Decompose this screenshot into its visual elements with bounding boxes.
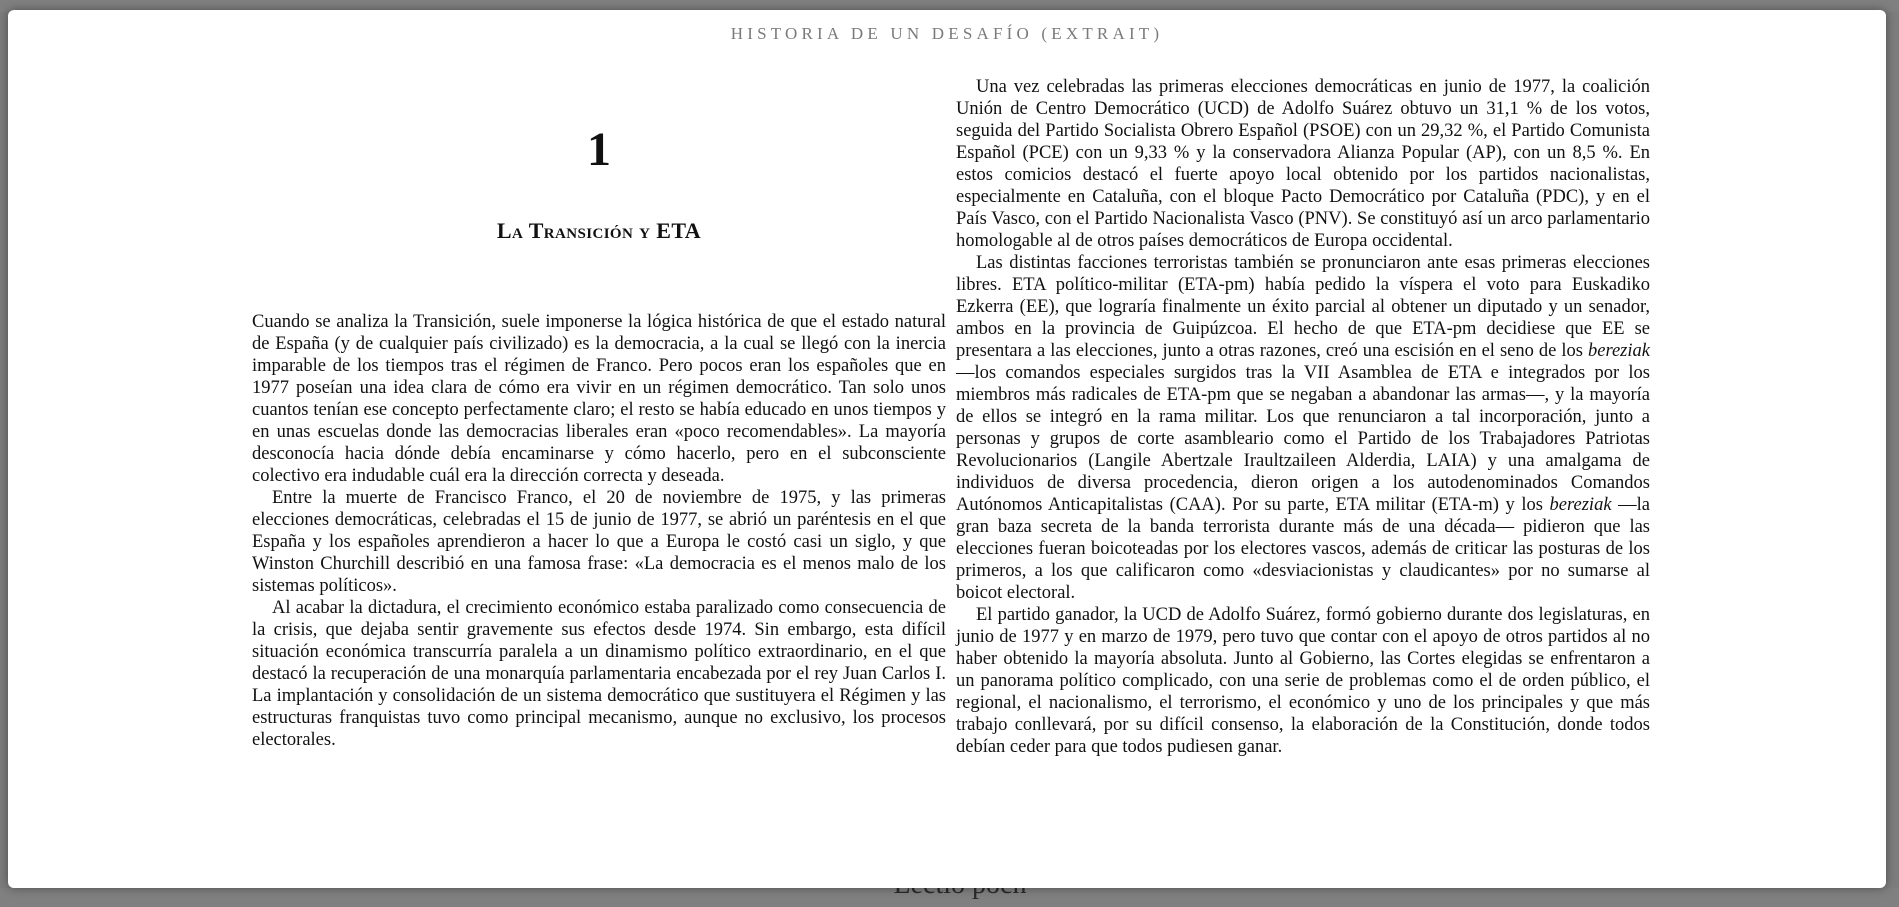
paragraph: Entre la muerte de Francisco Franco, el 20 de noviembre de 1975, y las primeras elecciones democráticas, celebradas el 15 de junio de 1977, se abrió un paréntesis en el que España y los españoles aprendieron a hacer lo que a Europa le costó casi un siglo, y que Winston Churchill describió en una famosa frase: «La democracia es el menos malo de los sistemas políticos». — [252, 488, 946, 596]
right-column — [956, 76, 1650, 758]
left-column — [252, 311, 946, 751]
text-run: Las distintas facciones terroristas también se pronunciaron ante esas primeras elecciones libres. ETA político-militar (ETA-pm) había pedido la víspera el voto para Euskadiko Ezkerra (EE), que lograría finalmente un éxito parcial al obtener un diputado y un senador, ambos en la provincia de Guipúzcoa. El hecho de que ETA-pm decidiese que EE se presentara a las elecciones, junto a otras razones, creó una escisión en el seno de los — [956, 253, 1650, 361]
reader-modal — [8, 10, 1886, 888]
italic-term: bereziak — [1588, 341, 1650, 361]
text-run: —los comandos especiales surgidos tras la VII Asamblea de ETA e integrados por los miembros más radicales de ETA-pm que se negaban a abandonar las armas—, y la mayoría de ellos se integró en la rama militar. Los que renunciaron a tal incorporación, junto a personas y grupos de corte asambleario como el Partido de los Trabajadores Patriotas Revolucionarios (Langile Abertzale Iraultzaileen Alderdia, LAIA) y una amalgama de individuos de diversa procedencia, dieron origen a los autodenominados Comandos Autónomos Anticapitalistas (CAA). Por su parte, ETA militar (ETA-m) y los — [956, 363, 1650, 515]
text-run: —la gran baza secreta de la banda terrorista durante más de una década— pidieron que las elecciones fueran boicoteadas por los electores vascos, además de criticar las posturas de los primeros, a los que calificaron como «desviacionistas y claudicantes» por no sumarse al boicot electoral. — [956, 495, 1650, 603]
chapter-title: La Transición y ETA — [496, 218, 702, 243]
paragraph: Al acabar la dictadura, el crecimiento económico estaba paralizado como consecuencia de la crisis, que dejaba sentir gravemente sus efectos desde 1974. Sin embargo, esta difícil situación económica transcurría paralela a un dinamismo político extraordinario, en el que destacó la recuperación de una monarquía parlamentaria encabezada por el rey Juan Carlos I. La implantación y consolidación de un sistema democrático que sustituyera el Régimen y las estructuras franquistas tuvo como principal mecanismo, aunque no exclusivo, los procesos electorales. — [252, 598, 946, 750]
paragraph: Una vez celebradas las primeras elecciones democráticas en junio de 1977, la coalición Unión de Centro Democrático (UCD) de Adolfo Suárez obtuvo un 31,1 % de los votos, seguida del Partido Socialista Obrero Español (PSOE) con un 29,32 %, el Partido Comunista Español (PCE) con un 9,33 % y la conservadora Alianza Popular (AP), con un 8,5 %. En estos comicios destacó el fuerte apoyo local obtenido por los partidos nacionalistas, especialmente en Cataluña, con el bloque Pacto Democrático por Cataluña (PDC), y en el País Vasco, con el Partido Nacionalista Vasco (PNV). Se constituyó así un arco parlamentario homologable al de otros países democráticos de Europa occidental. — [956, 77, 1650, 251]
modal-title: HISTORIA DE UN DESAFÍO (EXTRAIT) — [730, 24, 1164, 43]
paragraph: El partido ganador, la UCD de Adolfo Suárez, formó gobierno durante dos legislaturas, en junio de 1977 y en marzo de 1979, pero tuvo que contar con el apoyo de otros partidos al no haber obtenido la mayoría absoluta. Junto al Gobierno, las Cortes elegidas se enfrentaron a un panorama político complicado, con una serie de problemas como el de orden público, el regional, el nacionalismo, el terrorismo, el económico y uno de los principales y que más trabajo conllevará, por su difícil consenso, la elaboración de la Constitución, donde todos debían ceder para que todos pudiesen ganar. — [956, 605, 1650, 757]
chapter-number: 1 — [587, 123, 611, 176]
paragraph — [956, 252, 1650, 604]
paragraph: Cuando se analiza la Transición, suele imponerse la lógica histórica de que el estado natural de España (y de cualquier país civilizado) es la democracia, a la cual se llegó con la inercia imparable de los tiempos tras el régimen de Franco. Pero pocos eran los españoles que en 1977 poseían una idea clara de cómo era vivir en un régimen democrático. Tan solo unos cuantos tenían ese concepto perfectamente claro; el resto se había educado en unos tiempos y en unas escuelas donde las democracias liberales eran «poco recomendables». La mayoría desconocía hacia dónde debía encaminarse y cómo hacerlo, pero en el subconsciente colectivo era indudable cuál era la dirección correcta y deseada. — [252, 312, 946, 486]
italic-term: bereziak — [1549, 495, 1612, 515]
